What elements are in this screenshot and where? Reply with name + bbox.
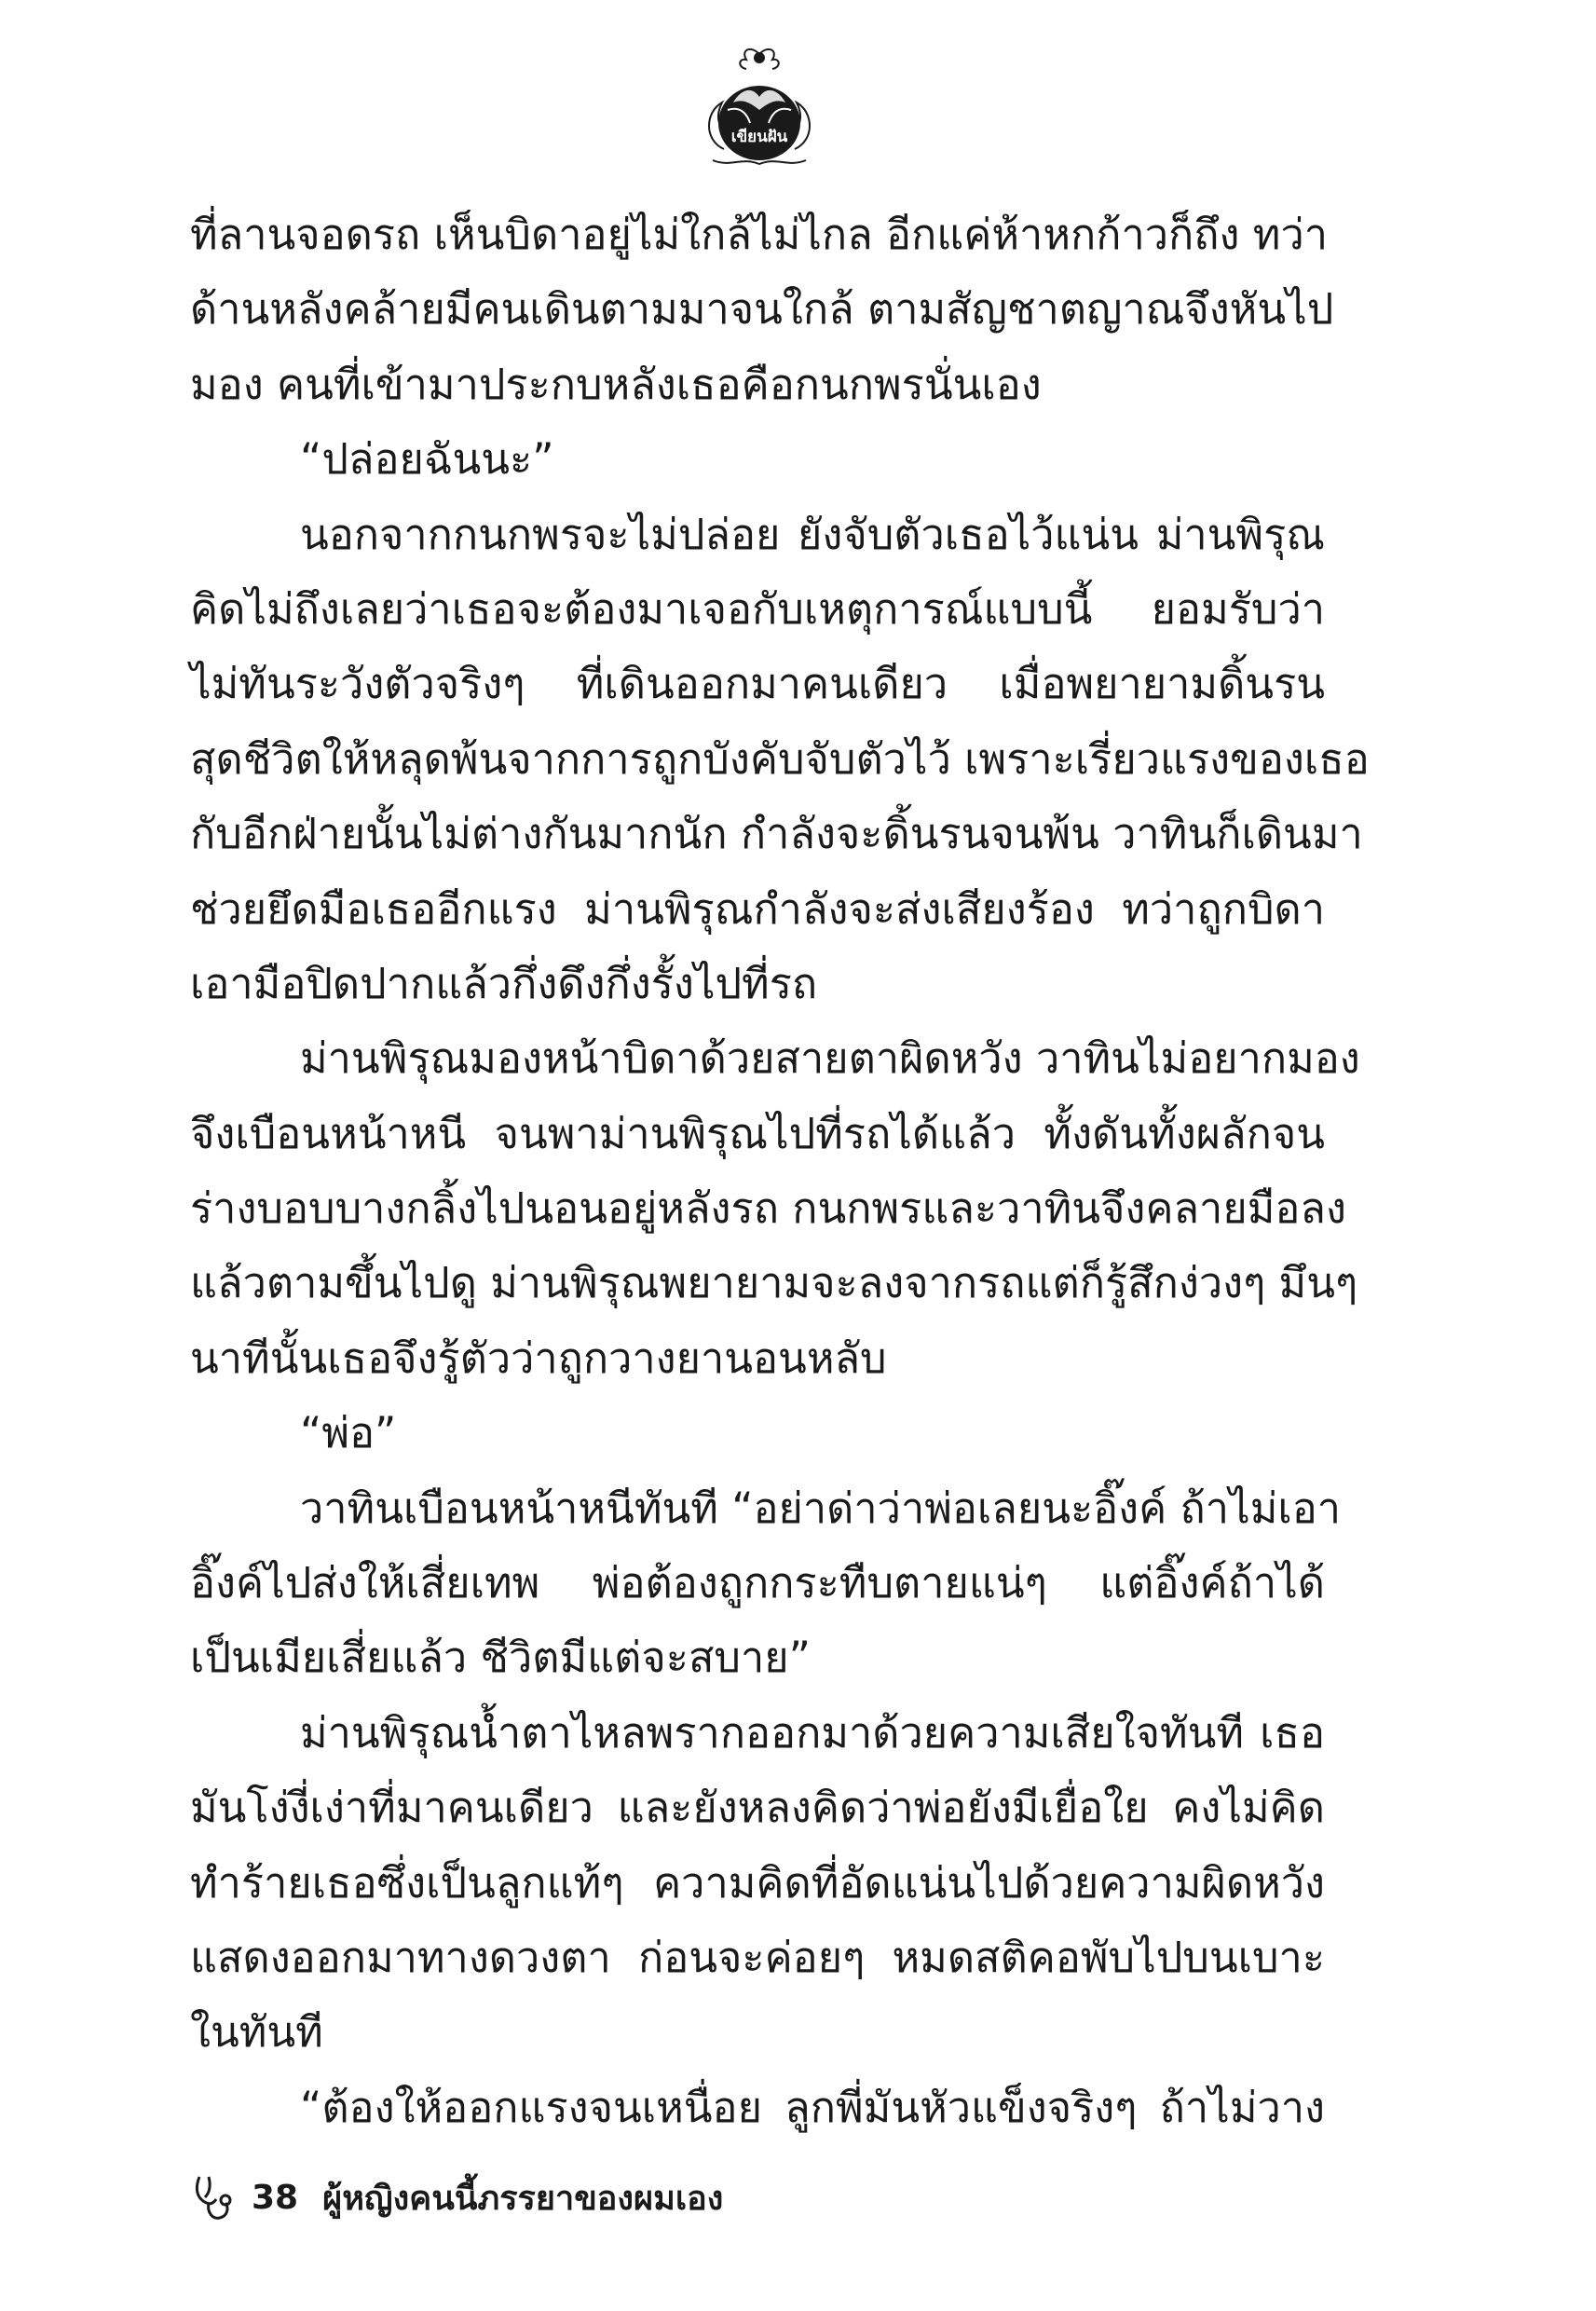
text-line: มันโง่งี่เง่าที่มาคนเดียว และยังหลงคิดว่าพ่อยังมีเยื่อใย คงไม่คิด — [190, 1783, 1325, 1833]
text-line: เป็นเมียเสี่ยแล้ว ชีวิตมีแต่จะสบาย” — [190, 1633, 811, 1683]
text-line: กับอีกฝ่ายนั้นไม่ต่างกันมากนัก กำลังจะดิ้นรนจนพ้น วาทินก็เดินมา — [190, 809, 1363, 859]
text-line: ม่านพิรุณน้ำตาไหลพรากออกมาด้วยความเสียใจทันที เธอ — [300, 1707, 1325, 1757]
text-line: มอง คนที่เข้ามาประกบหลังเธอคือกนกพรนั่นเอง — [190, 359, 1042, 409]
text-line: ไม่ทันระวังตัวจริงๆ ที่เดินออกมาคนเดียว เมื่อพยายามดิ้นรน — [190, 659, 1325, 709]
text-line: นาทีนั้นเธอจึงรู้ตัวว่าถูกวางยานอนหลับ — [190, 1333, 887, 1383]
body-text — [190, 198, 1370, 2145]
text-line: ช่วยยึดมือเธออีกแรง ม่านพิรุณกำลังจะส่งเสียงร้อง ทว่าถูกบิดา — [190, 883, 1325, 934]
page-footer — [190, 2169, 723, 2225]
text-line: ด้านหลังคล้ายมีคนเดินตามมาจนใกล้ ตามสัญชาตญาณจึงหันไป — [190, 284, 1334, 335]
text-line: ที่ลานจอดรถ เห็นบิดาอยู่ไม่ใกล้ไม่ไกล อีกแค่ห้าหกก้าวก็ถึง ทว่า — [190, 210, 1328, 259]
text-line: คิดไม่ถึงเลยว่าเธอจะต้องมาเจอกับเหตุการณ์แบบนี้ ยอมรับว่า — [190, 583, 1325, 634]
dialogue-line: “ปล่อยฉันนะ” — [300, 434, 554, 485]
text-line: สุดชีวิตให้หลุดพ้นจากการถูกบังคับจับตัวไว้ เพราะเรี่ยวแรงของเธอ — [190, 733, 1370, 784]
text-line: แล้วตามขึ้นไปดู ม่านพิรุณพยายามจะลงจากรถแต่ก็รู้สึกง่วงๆ มึนๆ — [190, 1258, 1358, 1308]
ornamental-crest-logo — [685, 37, 834, 186]
logo-text: เขียนฝัน — [730, 128, 788, 146]
page-number: 38 — [252, 2178, 299, 2217]
stethoscope-icon — [190, 2171, 235, 2223]
text-line: ในทันที — [190, 2007, 323, 2058]
text-line: เอามือปิดปากแล้วกึ่งดึงกึ่งรั้งไปที่รถ — [190, 958, 818, 1008]
text-line: อิ๊งค์ไปส่งให้เสี่ยเทพ พ่อต้องถูกกระทืบตายแน่ๆ แต่อิ๊งค์ถ้าได้ — [190, 1558, 1325, 1608]
text-line: ร่างบอบบางกลิ้งไปนอนอยู่หลังรถ กนกพรและวาทินจึงคลายมือลง — [190, 1183, 1346, 1234]
text-line: แสดงออกมาทางดวงตา ก่อนจะค่อยๆ หมดสติคอพับไปบนเบาะ — [190, 1932, 1325, 1982]
dialogue-line: “ต้องให้ออกแรงจนเหนื่อย ลูกพี่มันหัวแข็งจริงๆ ถ้าไม่วาง — [300, 2082, 1325, 2132]
text-line: จึงเบือนหน้าหนี จนพาม่านพิรุณไปที่รถได้แล้ว ทั้งดันทั้งผลักจน — [190, 1108, 1325, 1158]
text-line: ม่านพิรุณมองหน้าบิดาด้วยสายตาผิดหวัง วาทินไม่อยากมอง — [300, 1033, 1360, 1084]
text-line: นอกจากกนกพรจะไม่ปล่อย ยังจับตัวเธอไว้แน่น ม่านพิรุณ — [300, 509, 1325, 559]
book-title: ผู้หญิงคนนี้ภรรยาของผมเอง — [322, 2179, 724, 2218]
dialogue-line: “พ่อ” — [300, 1408, 397, 1458]
text-line: ทำร้ายเธอซึ่งเป็นลูกแท้ๆ ความคิดที่อัดแน่นไปด้วยความผิดหวัง — [190, 1857, 1325, 1908]
text-line: วาทินเบือนหน้าหนีทันที “อย่าด่าว่าพ่อเลยนะอิ๊งค์ ถ้าไม่เอา — [300, 1483, 1342, 1533]
